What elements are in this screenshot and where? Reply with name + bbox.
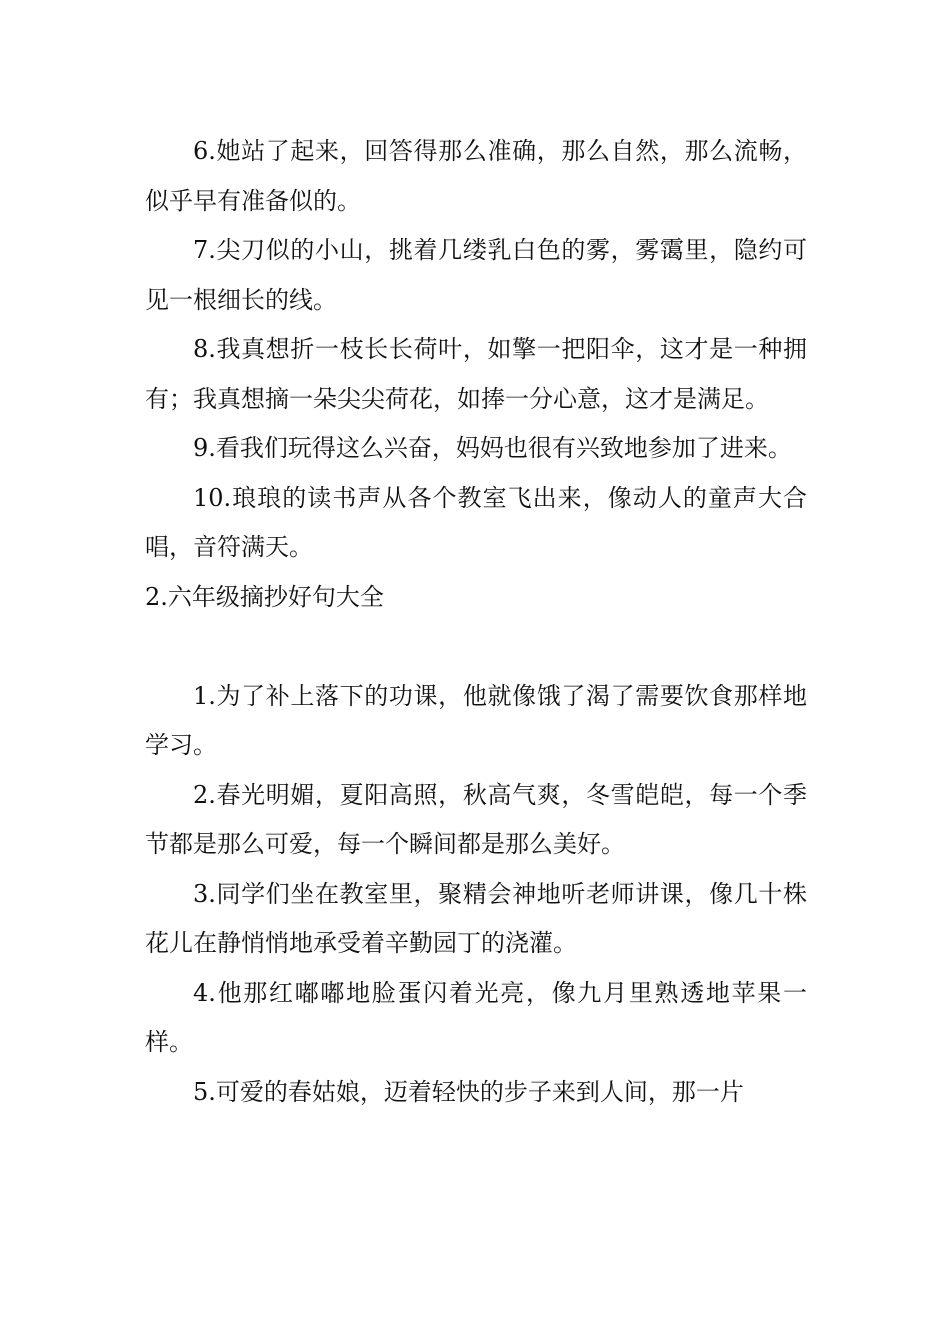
sentence-item: 1.为了补上落下的功课，他就像饿了渴了需要饮食那样地学习。 [145, 681, 807, 759]
sentence-item: 4.他那红嘟嘟地脸蛋闪着光亮，像九月里熟透地苹果一样。 [145, 978, 807, 1056]
sentence-item: 7.尖刀似的小山，挑着几缕乳白色的雾，雾霭里，隐约可见一根细长的线。 [145, 236, 807, 314]
sentence-item: 9.看我们玩得这么兴奋，妈妈也很有兴致地参加了进来。 [193, 434, 792, 462]
sentence-item: 6.她站了起来，回答得那么准确，那么自然，那么流畅，似乎早有准备似的。 [145, 137, 807, 215]
section-spacer [145, 622, 807, 672]
sentence-item: 8.我真想折一枝长长荷叶，如擎一把阳伞，这才是一种拥有；我真想摘一朵尖尖荷花，如捧一分心意，这才是满足。 [145, 335, 807, 413]
sentence-item: 3.同学们坐在教室里，聚精会神地听老师讲课，像几十株花儿在静悄悄地承受着辛勤园丁的浇灌。 [145, 879, 807, 957]
sentence-item: 10.琅琅的读书声从各个教室飞出来，像动人的童声大合唱，音符满天。 [145, 483, 807, 561]
document-body [145, 127, 807, 1117]
sentence-item: 2.春光明媚，夏阳高照，秋高气爽，冬雪皑皑，每一个季节都是那么可爱，每一个瞬间都是那么美好。 [145, 780, 807, 858]
sentence-item: 5.可爱的春姑娘，迈着轻快的步子来到人间，那一片 [193, 1077, 744, 1106]
section-heading: 2.六年级摘抄好句大全 [145, 582, 384, 611]
